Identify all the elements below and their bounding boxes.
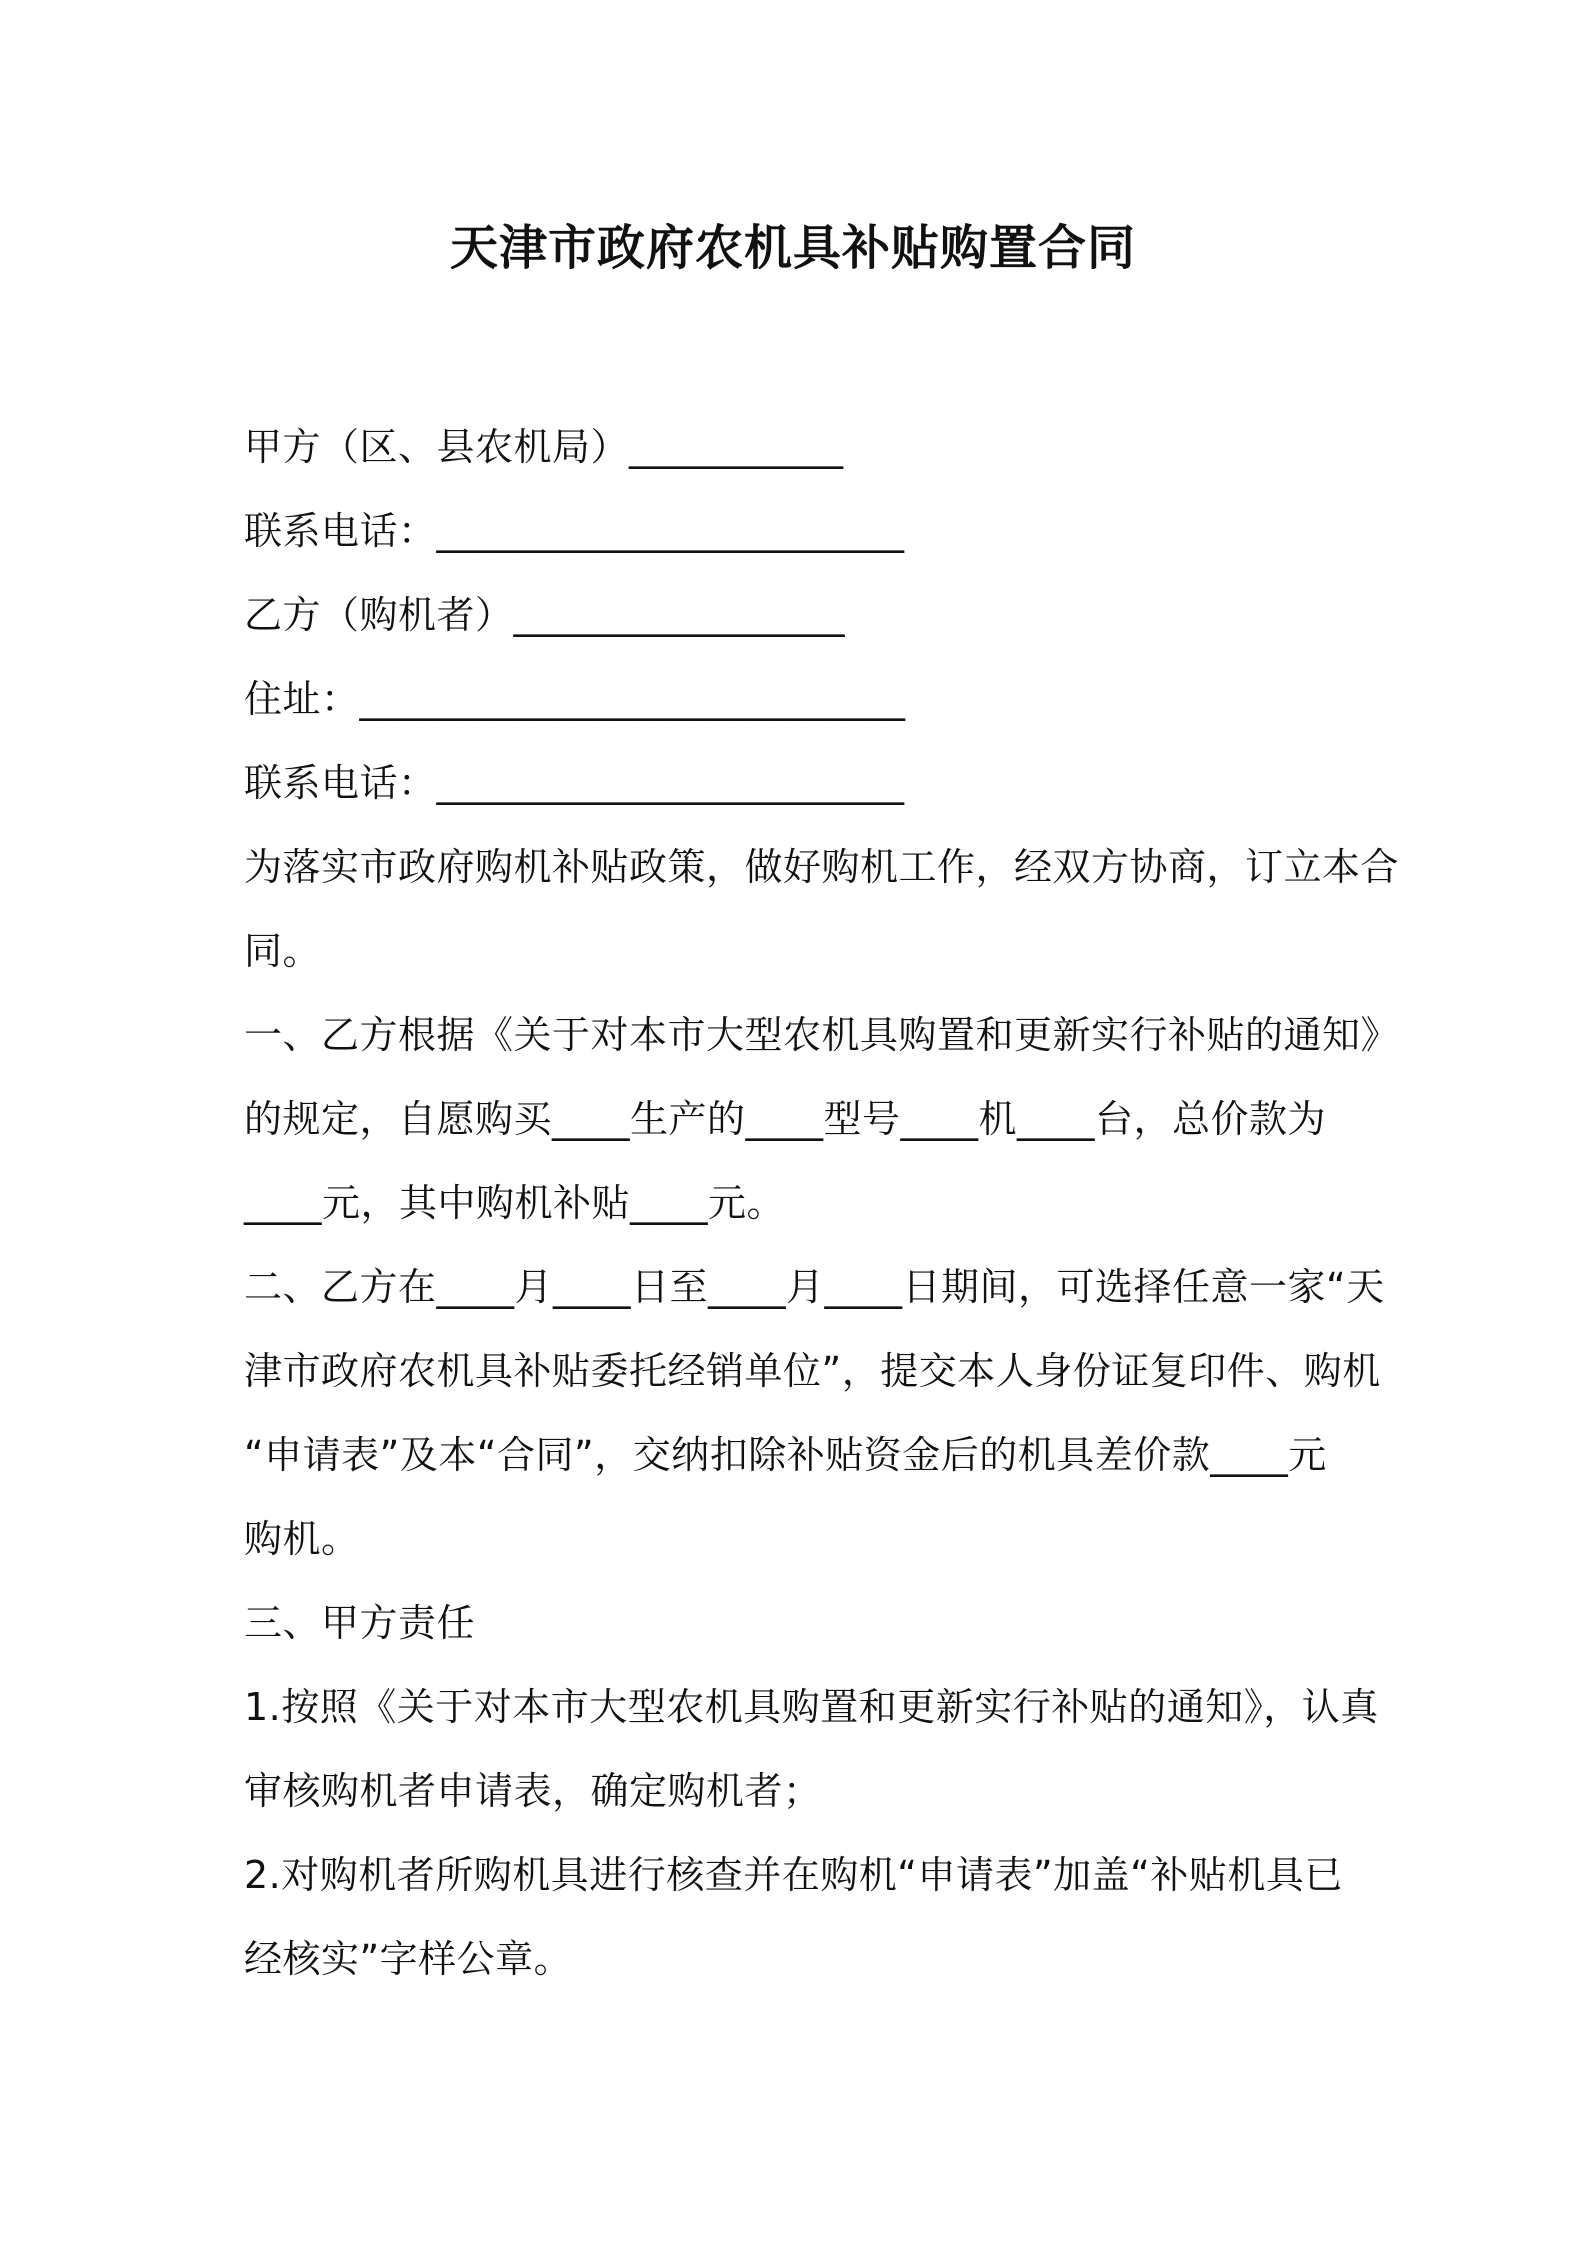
- clause-3-item-2-line-2: 经核实”字样公章。: [244, 1937, 573, 1981]
- clause-3-item-1-line-1: 1.按照《关于对本市大型农机具购置和更新实行补贴的通知》，认真: [244, 1685, 1379, 1729]
- clause-2-line-3: “申请表”及本“合同”，交纳扣除补贴资金后的机具差价款____元: [244, 1433, 1327, 1477]
- clause-3-item-2-line-1: 2.对购机者所购机具进行核查并在购机“申请表”加盖“补贴机具已: [244, 1853, 1343, 1897]
- party-a-line: 甲方（区、县农机局）___________: [244, 425, 844, 469]
- preamble-line-2: 同。: [244, 929, 322, 973]
- clause-3-heading: 三、甲方责任: [244, 1601, 476, 1645]
- party-b-address-line: 住址：____________________________: [244, 677, 906, 721]
- clause-3-item-1-line-2: 审核购机者申请表，确定购机者；: [244, 1769, 822, 1813]
- document-title: 天津市政府农机具补贴购置合同: [449, 220, 1136, 276]
- party-b-line: 乙方（购机者）_________________: [244, 593, 846, 637]
- clause-2-line-4: 购机。: [244, 1517, 360, 1561]
- preamble-line-1: 为落实市政府购机补贴政策，做好购机工作，经双方协商，订立本合: [244, 845, 1400, 889]
- document-body: [244, 405, 1400, 2001]
- party-b-phone-line: 联系电话：________________________: [244, 761, 905, 805]
- clause-2-line-1: 二、乙方在____月____日至____月____日期间，可选择任意一家“天: [244, 1265, 1385, 1309]
- clause-1-line-3: ____元，其中购机补贴____元。: [244, 1181, 786, 1225]
- clause-1-line-2: 的规定，自愿购买____生产的____型号____机____台，总价款为: [244, 1097, 1327, 1141]
- party-a-phone-line: 联系电话：________________________: [244, 509, 905, 553]
- clause-2-line-2: 津市政府农机具补贴委托经销单位”，提交本人身份证复印件、购机: [244, 1349, 1381, 1393]
- clause-1-line-1: 一、乙方根据《关于对本市大型农机具购置和更新实行补贴的通知》: [244, 1013, 1400, 1057]
